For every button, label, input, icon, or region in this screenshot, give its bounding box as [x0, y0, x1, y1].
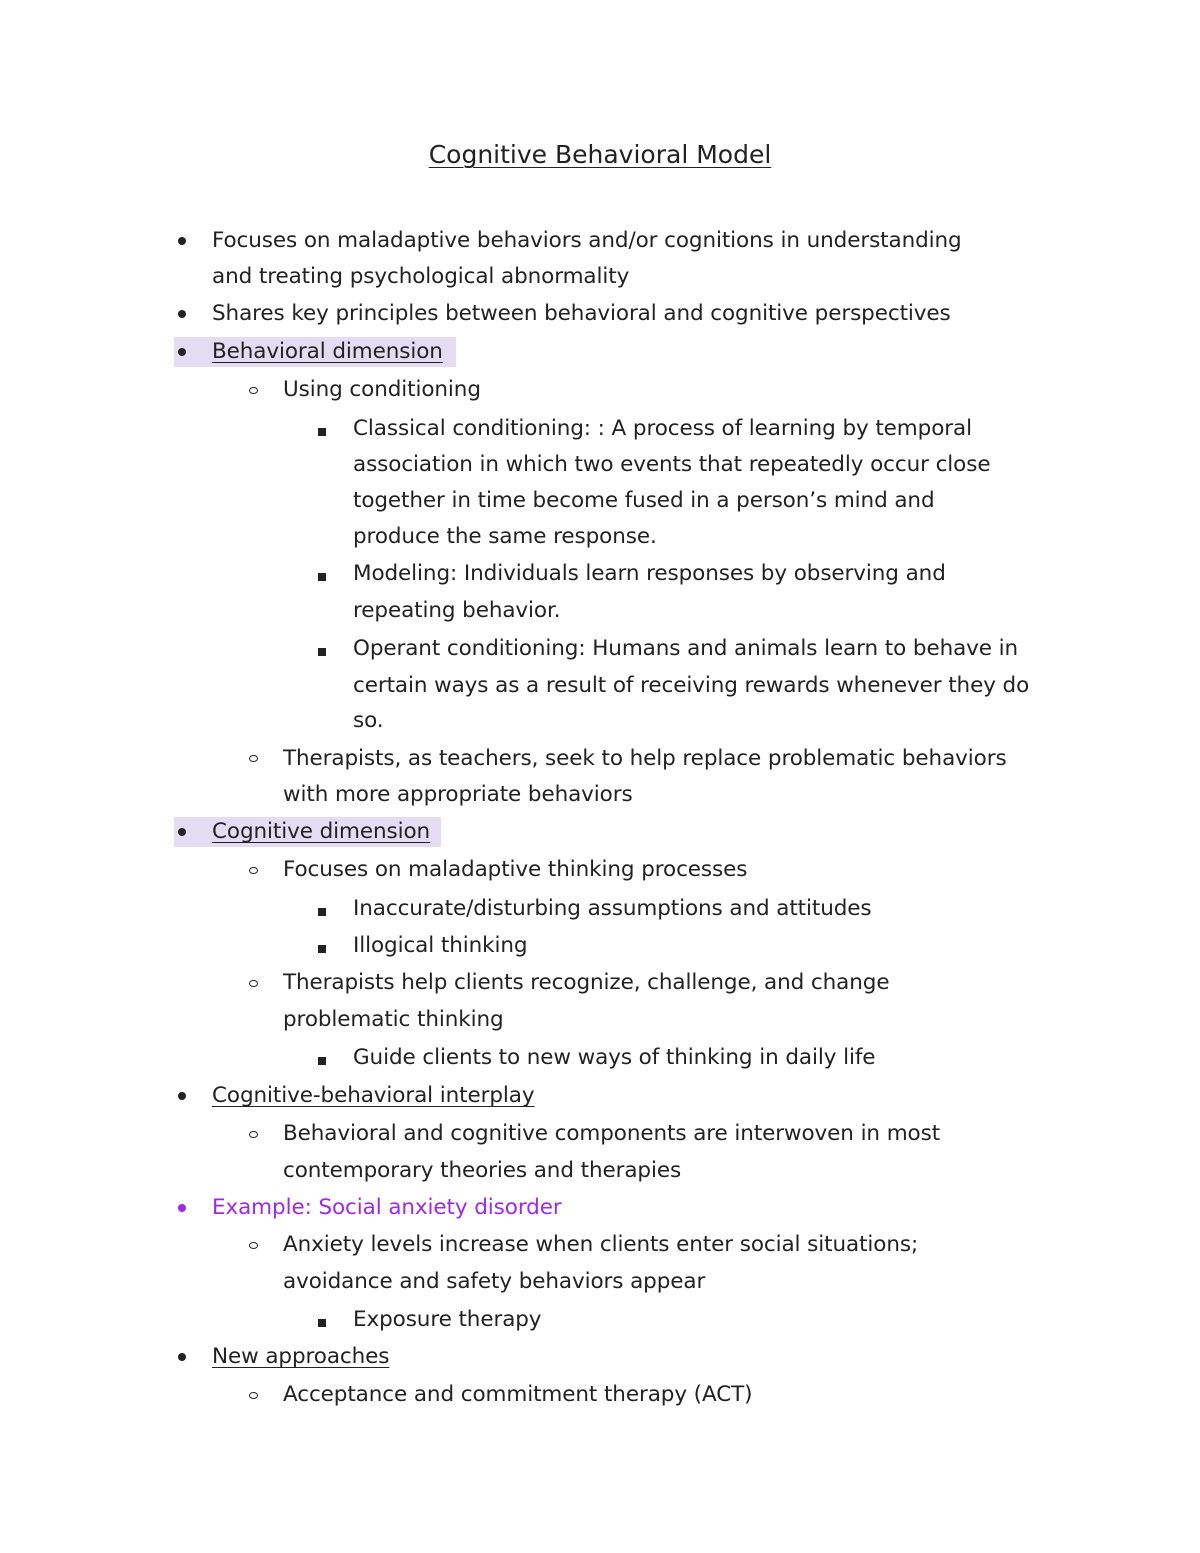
list-item-text: Therapists help clients recognize, challenge, and change: [283, 970, 890, 995]
bullet-dot-icon: [178, 310, 186, 318]
bullet-dot-icon: [178, 1353, 186, 1361]
bullet-square-icon: [318, 1319, 326, 1327]
bullet-circle-icon: [249, 980, 258, 987]
list-item-text: so.: [353, 708, 384, 733]
list-item-text: Operant conditioning: Humans and animals learn to behave in: [353, 636, 1019, 661]
bullet-dot-icon: [178, 237, 186, 245]
list-item-text: Shares key principles between behavioral and cognitive perspectives: [212, 301, 951, 326]
section-heading-interplay: Cognitive-behavioral interplay: [212, 1083, 535, 1108]
list-item-text: together in time become fused in a person’s mind and: [353, 488, 935, 513]
list-item-text: Behavioral and cognitive components are interwoven in most: [283, 1121, 941, 1146]
bullet-dot-icon: [178, 828, 186, 836]
bullet-circle-icon: [249, 387, 258, 394]
list-item-text: Therapists, as teachers, seek to help replace problematic behaviors: [283, 746, 1007, 771]
list-item-text: Focuses on maladaptive thinking processes: [283, 857, 748, 882]
bullet-dot-icon: [178, 1092, 186, 1100]
list-item-text: Using conditioning: [283, 377, 481, 402]
list-item-text: avoidance and safety behaviors appear: [283, 1269, 706, 1294]
section-heading-example: Example: Social anxiety disorder: [212, 1195, 562, 1220]
list-item-text: problematic thinking: [283, 1007, 504, 1032]
bullet-square-icon: [318, 428, 326, 436]
section-heading-cognitive: Cognitive dimension: [212, 819, 431, 844]
bullet-square-icon: [318, 908, 326, 916]
list-item-text: Classical conditioning: : A process of learning by temporal: [353, 416, 972, 441]
list-item-text: contemporary theories and therapies: [283, 1158, 682, 1183]
list-item-text: Guide clients to new ways of thinking in daily life: [353, 1045, 876, 1070]
list-item-text: produce the same response.: [353, 524, 657, 549]
list-item-text: Exposure therapy: [353, 1307, 542, 1332]
list-item-text: Inaccurate/disturbing assumptions and attitudes: [353, 896, 872, 921]
list-item-text: Focuses on maladaptive behaviors and/or cognitions in understanding: [212, 228, 962, 253]
list-item-text: Acceptance and commitment therapy (ACT): [283, 1382, 753, 1407]
bullet-square-icon: [318, 1057, 326, 1065]
bullet-circle-icon: [249, 1131, 258, 1138]
list-item-text: repeating behavior.: [353, 598, 561, 623]
bullet-circle-icon: [249, 867, 258, 874]
bullet-dot-icon: [178, 1204, 186, 1212]
bullet-circle-icon: [249, 1242, 258, 1249]
page-title: Cognitive Behavioral Model: [428, 140, 772, 169]
list-item-text: and treating psychological abnormality: [212, 264, 630, 289]
bullet-circle-icon: [249, 755, 258, 762]
list-item-text: with more appropriate behaviors: [283, 782, 633, 807]
bullet-circle-icon: [249, 1392, 258, 1399]
list-item-text: Illogical thinking: [353, 933, 528, 958]
list-item-text: association in which two events that repeatedly occur close: [353, 452, 991, 477]
section-heading-new-approaches: New approaches: [212, 1344, 390, 1369]
list-item-text: certain ways as a result of receiving rewards whenever they do: [353, 673, 1030, 698]
bullet-square-icon: [318, 648, 326, 656]
bullet-square-icon: [318, 573, 326, 581]
list-item-text: Modeling: Individuals learn responses by observing and: [353, 561, 946, 586]
list-item-text: Anxiety levels increase when clients enter social situations;: [283, 1232, 919, 1257]
section-heading-behavioral: Behavioral dimension: [212, 339, 443, 364]
bullet-dot-icon: [178, 348, 186, 356]
bullet-square-icon: [318, 945, 326, 953]
